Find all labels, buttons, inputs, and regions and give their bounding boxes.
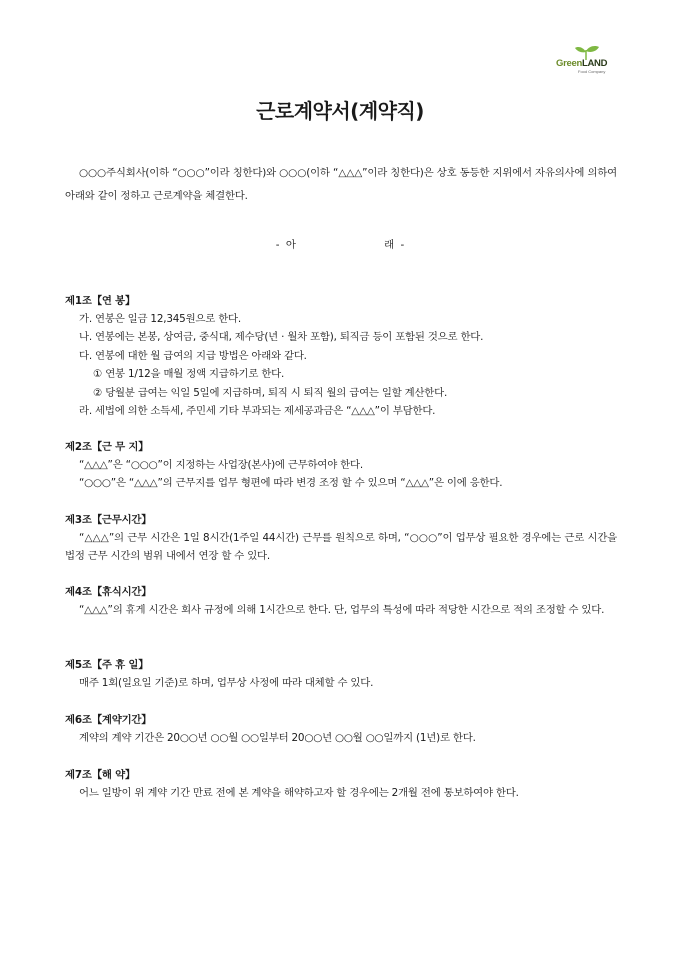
clause-line: “○○○”은 “△△△”의 근무지를 업무 형편에 따라 변경 조정 할 수 있으며 “△△△”은 이에 응한다. — [79, 477, 503, 490]
document-title: 근로계약서(계약직) — [256, 99, 424, 123]
article-3 — [65, 511, 617, 566]
article-heading: 제2조【근 무 지】 — [65, 441, 149, 453]
article-text: 매주 1회(일요일 기준)로 하며, 업무상 사정에 따라 대체할 수 있다. — [79, 677, 374, 689]
article-4 — [65, 583, 617, 619]
clause-line: 나. 연봉에는 본봉, 상여금, 중식대, 제수당(년 · 월차 포함), 퇴직금 등이 포함된 것으로 한다. — [79, 331, 484, 344]
clause-subline: ① 연봉 1/12을 매월 정액 지급하기로 한다. — [93, 368, 285, 381]
article-text: “△△△”의 휴게 시간은 회사 규정에 의해 1시간으로 한다. 단, 업무의 특성에 따라 적당한 시간으로 적의 조정할 수 있다. — [79, 604, 605, 616]
below-label: - 아 래 - — [275, 239, 405, 251]
article-1 — [65, 292, 617, 420]
article-6 — [65, 711, 617, 747]
clause-line: “△△△”은 “○○○”이 지정하는 사업장(본사)에 근무하여야 한다. — [79, 459, 363, 471]
article-heading: 제1조【연 봉】 — [65, 295, 136, 307]
clause-subline: ② 당월분 급여는 익일 5일에 지급하며, 퇴직 시 퇴직 월의 급여는 일할 계산한다. — [93, 386, 448, 399]
clause-line: 다. 연봉에 대한 월 급여의 지급 방법은 아래와 같다. — [79, 349, 307, 362]
article-text: “△△△”의 근무 시간은 1일 8시간(1주일 44시간) 근무를 원칙으로 하며, “○○○”이 업무상 필요한 경우에는 근로 시간을 법정 근무 시간의 범위 내에서 연장 할 수 있다. — [65, 532, 617, 563]
article-text: 어느 일방이 위 계약 기간 만료 전에 본 계약을 해약하고자 할 경우에는 2개월 전에 통보하여야 한다. — [79, 787, 519, 799]
article-heading: 제4조【휴식시간】 — [65, 586, 152, 598]
article-5 — [65, 656, 617, 692]
logo-tagline: Food Company — [578, 69, 606, 74]
article-heading: 제5조【주 휴 일】 — [65, 659, 149, 671]
article-heading: 제7조【해 약】 — [65, 769, 136, 781]
clause-line: 가. 연봉은 일금 12,345원으로 한다. — [79, 313, 241, 325]
company-logo — [556, 46, 616, 76]
article-text: 계약의 계약 기간은 20○○년 ○○월 ○○일부터 20○○년 ○○월 ○○일까지 (1년)로 한다. — [79, 732, 476, 744]
intro-paragraph: ○○○주식회사(이하 “○○○”이라 칭한다)와 ○○○(이하 “△△△”이라 칭한다)은 상호 동등한 지위에서 자유의사에 의하여 아래와 같이 정하고 근로계약을 체결한다. — [65, 167, 617, 202]
article-7 — [65, 766, 617, 802]
article-heading: 제6조【계약기간】 — [65, 714, 152, 726]
clause-line: 라. 세법에 의한 소득세, 주민세 기타 부과되는 제세공과금은 “△△△”이 부담한다. — [79, 405, 436, 418]
article-2 — [65, 438, 617, 493]
article-heading: 제3조【근무시간】 — [65, 514, 152, 526]
logo-brand: GreenLAND — [556, 58, 608, 69]
